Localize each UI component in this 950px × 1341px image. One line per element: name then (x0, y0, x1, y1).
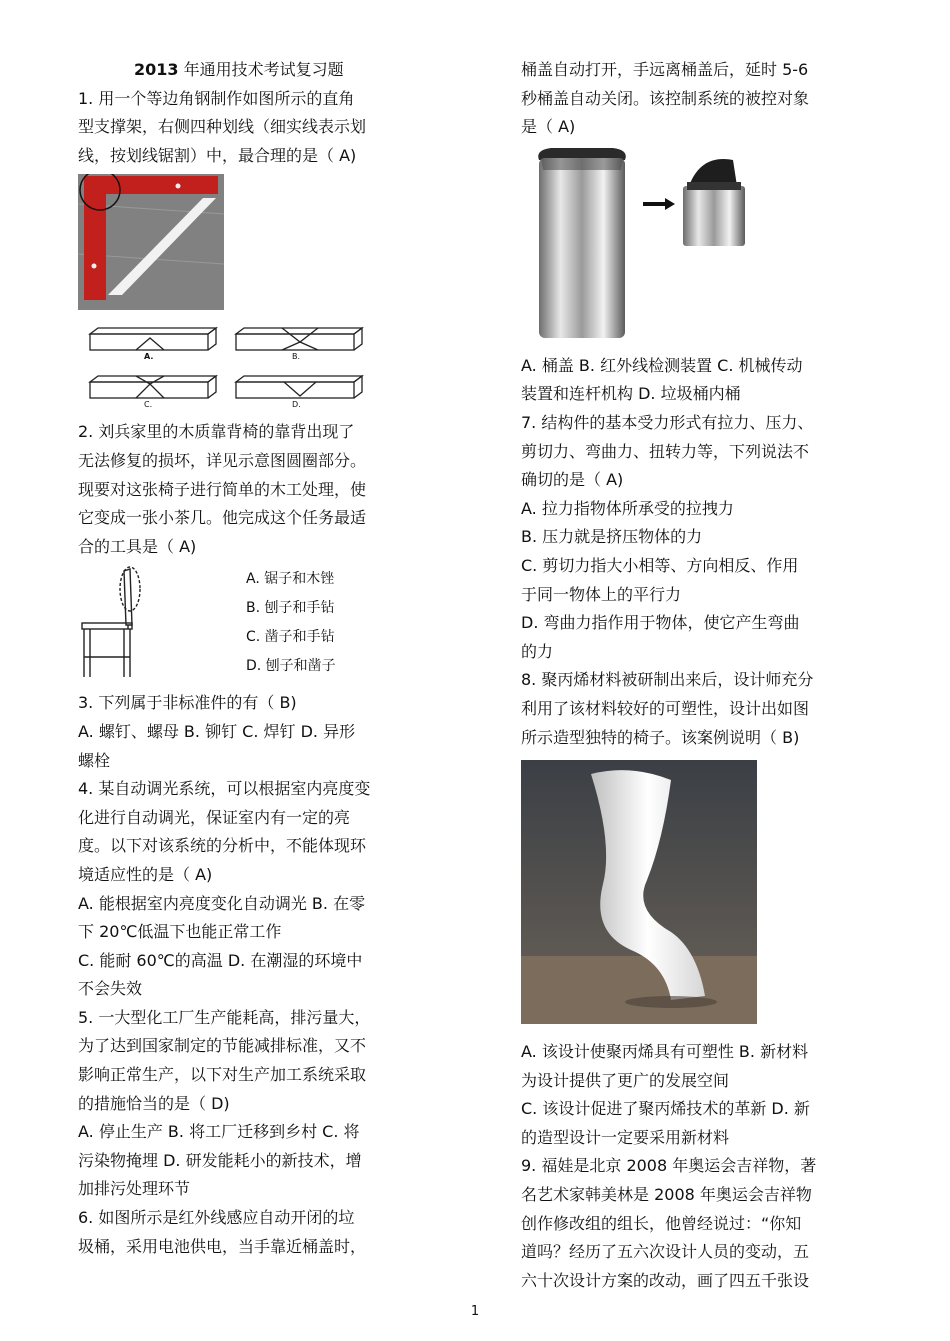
option-label-a: A. (144, 352, 154, 362)
text-line: 螺栓 (78, 750, 111, 770)
page-number: 1 (470, 1304, 480, 1319)
text-line: 化进行自动调光，保证室内有一定的亮 (78, 807, 351, 827)
text-line: C. 该设计促进了聚丙烯技术的革新 D. 新 (521, 1099, 810, 1119)
q2-line: 现要对这张椅子进行简单的木工处理，使 (78, 479, 367, 499)
trash-can-photo (521, 146, 761, 342)
plastic-chair-figure (521, 760, 881, 1032)
text-line: 加排污处理环节 (78, 1179, 191, 1199)
right-column (521, 56, 881, 1295)
text-line: 所示造型独特的椅子。该案例说明（ B) (521, 727, 800, 747)
text-line: 创作修改组的组长，他曾经说过：“你知 (521, 1213, 802, 1233)
q1-line: 线，按划线锯割）中，最合理的是（ A) (78, 145, 357, 165)
q2-line: 它变成一张小茶几。他完成这个任务最适 (78, 508, 367, 528)
text-line: 7. 结构件的基本受力形式有拉力、压力、 (521, 412, 814, 432)
page-title: 2013 年通用技术考试复习题 (134, 60, 344, 79)
chair-figure (78, 565, 438, 683)
text-line: 8. 聚丙烯材料被研制出来后，设计师充分 (521, 670, 814, 690)
q2-option: B. 刨子和手钻 (246, 600, 335, 617)
text-line: 的措施恰当的是（ D) (78, 1093, 230, 1113)
angle-bracket-figure (78, 174, 438, 314)
marking-options-drawing (78, 320, 378, 412)
text-line: 的造型设计一定要采用新材料 (521, 1127, 730, 1147)
text-line: 确切的是（ A) (521, 470, 624, 490)
q6-line: 秒桶盖自动关闭。该控制系统的被控对象 (521, 88, 810, 108)
text-line: 境适应性的是（ A) (78, 864, 213, 884)
text-line: 9. 福娃是北京 2008 年奥运会吉祥物，著 (521, 1156, 817, 1176)
text-line: A. 拉力指物体所承受的拉拽力 (521, 498, 734, 518)
text-line: 不会失效 (78, 979, 143, 999)
q6-line: 是（ A) (521, 117, 576, 137)
q2-line: 合的工具是（ A) (78, 536, 197, 556)
text-line: C. 能耐 60℃的高温 D. 在潮湿的环境中 (78, 950, 363, 970)
text-line: 利用了该材料较好的可塑性，设计出如图 (521, 698, 810, 718)
text-line: 圾桶，采用电池供电，当手靠近桶盖时， (78, 1236, 367, 1256)
q6-line: 桶盖自动打开，手远离桶盖后，延时 5-6 (521, 60, 809, 79)
q2-line: 无法修复的损坏，详见示意图圆圈部分。 (78, 450, 367, 470)
text-line: B. 压力就是挤压物体的力 (521, 527, 703, 547)
left-column (78, 56, 438, 1261)
text-line: D. 弯曲力指作用于物体，使它产生弯曲 (521, 613, 800, 633)
q1-line: 型支撑架，右侧四种划线（细实线表示划 (78, 117, 367, 137)
text-line: A. 能根据室内亮度变化自动调光 B. 在零 (78, 893, 366, 913)
plastic-chair-photo (521, 760, 757, 1024)
text-line: 于同一物体上的平行力 (521, 584, 682, 604)
text-line: A. 该设计使聚丙烯具有可塑性 B. 新材料 (521, 1042, 809, 1062)
text-line: 5. 一大型化工厂生产能耗高，排污量大， (78, 1007, 371, 1027)
trash-can-figure (521, 146, 881, 346)
text-line: A. 桶盖 B. 红外线检测装置 C. 机械传动 (521, 355, 803, 375)
q2-line: 2. 刘兵家里的木质靠背椅的靠背出现了 (78, 422, 355, 442)
text-line: 污染物掩埋 D. 研发能耗小的新技术，增 (78, 1150, 362, 1170)
q2-option: C. 凿子和手钻 (246, 629, 335, 646)
q1-line: 1. 用一个等边角钢制作如图所示的直角 (78, 88, 355, 108)
marking-options-figure (78, 320, 438, 412)
chair-sketch (78, 565, 158, 681)
text-line: C. 剪切力指大小相等、方向相反、作用 (521, 555, 799, 575)
text-line: 为设计提供了更广的发展空间 (521, 1070, 730, 1090)
text-line: 4. 某自动调光系统，可以根据室内亮度变 (78, 779, 371, 799)
text-line: 道吗？经历了五六次设计人员的变动，五 (521, 1242, 810, 1262)
option-label-b: B. (292, 352, 301, 362)
text-line: 6. 如图所示是红外线感应自动开闭的垃 (78, 1208, 355, 1228)
text-line: 为了达到国家制定的节能减排标准，又不 (78, 1036, 367, 1056)
q2-options (246, 565, 336, 681)
text-line: A. 螺钉、螺母 B. 铆钉 C. 焊钉 D. 异形 (78, 721, 356, 741)
text-line: 3. 下列属于非标准件的有（ B) (78, 693, 297, 713)
text-line: 的力 (521, 641, 554, 661)
text-line: 剪切力、弯曲力、扭转力等，下列说法不 (521, 441, 810, 461)
q2-option: A. 锯子和木锉 (246, 571, 335, 588)
option-label-d: D. (292, 400, 301, 410)
text-line: 影响正常生产，以下对生产加工系统采取 (78, 1065, 367, 1085)
text-line: 六十次设计方案的改动，画了四五千张设 (521, 1270, 810, 1290)
text-line: 名艺术家韩美林是 2008 年奥运会吉祥物 (521, 1185, 812, 1205)
text-line: 装置和连杆机构 D. 垃圾桶内桶 (521, 384, 741, 404)
text-line: 度。以下对该系统的分析中，不能体现环 (78, 836, 367, 856)
q2-option: D. 刨子和凿子 (246, 658, 336, 675)
option-label-c: C. (144, 400, 153, 410)
angle-bracket-photo (78, 174, 224, 310)
text-line: 下 20℃低温下也能正常工作 (78, 922, 282, 942)
text-line: A. 停止生产 B. 将工厂迁移到乡村 C. 将 (78, 1122, 360, 1142)
